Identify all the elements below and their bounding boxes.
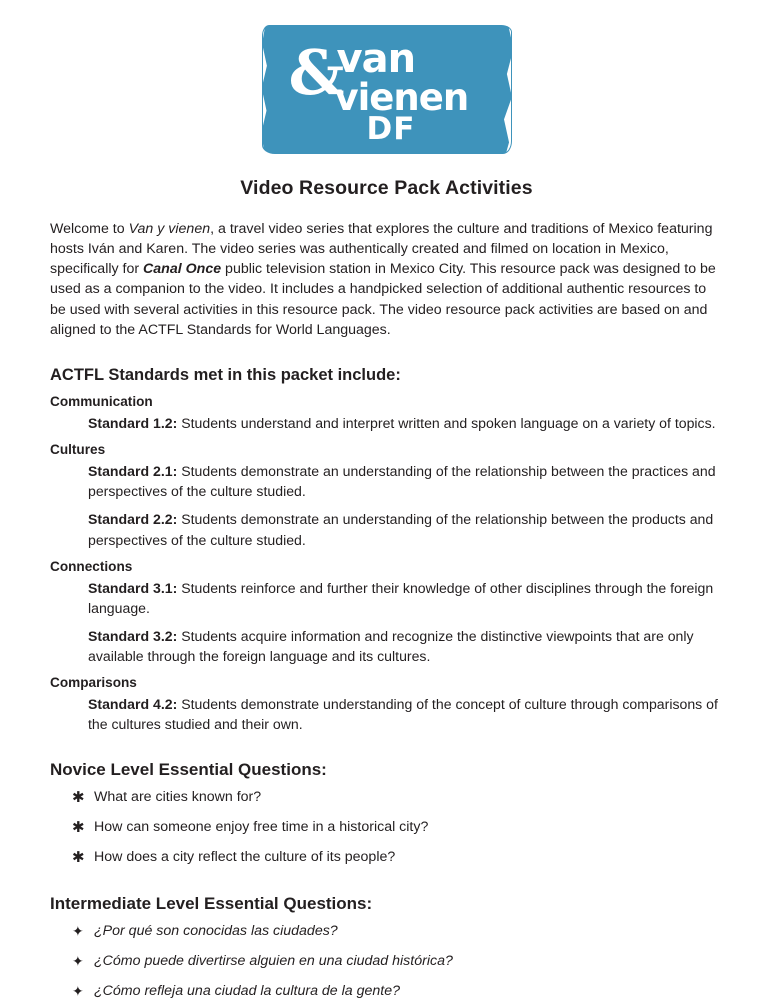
- list-item: [72, 922, 727, 942]
- intro-part-1: Welcome to: [50, 221, 129, 237]
- page-title: Video Resource Pack Activities: [240, 177, 533, 199]
- list-item: [72, 848, 727, 868]
- intro-part-3: public television station in Mexico City. This resource pack was designed to be used as a companion to the video. It includes a handpicked selection of additional authentic resources to be used with several activities in this resource pack. The video resource pack activities are based on and aligned to the ACTFL Standards for World Languages.: [50, 261, 716, 338]
- asterisk-bullet-icon: ✱: [72, 789, 85, 807]
- list-item: [72, 952, 727, 972]
- intermediate-questions-list: [72, 922, 727, 1002]
- logo-line-van: van: [336, 36, 416, 82]
- standards-category-connections: Connections: [50, 558, 133, 574]
- van-y-vienen-df-logo: [263, 26, 511, 153]
- series-name: Van y vienen: [128, 221, 211, 237]
- list-item: [72, 788, 727, 808]
- standard-label: Standard 3.2:: [88, 627, 178, 644]
- standards-category-cultures: Cultures: [50, 442, 106, 458]
- diamond-bullet-icon: ✦: [72, 923, 84, 940]
- standard-item: [88, 626, 721, 666]
- standard-label: Standard 4.2:: [88, 696, 178, 713]
- standard-text: Students acquire information and recognize the distinctive viewpoints that are only available through the foreign language and its cultures.: [88, 627, 694, 665]
- novice-questions-list: [72, 788, 727, 868]
- question-text: How does a city reflect the culture of its people?: [94, 849, 396, 866]
- standard-label: Standard 2.2:: [88, 511, 178, 528]
- station-name: Canal Once: [143, 261, 222, 278]
- logo-container: [46, 0, 727, 153]
- intro-part-2: , a travel video series that explores the culture and traditions of Mexico featuring hosts Iván and Karen. The video series was authentically created and filmed on location in Mexico, specifically for: [50, 221, 713, 278]
- question-text: How can someone enjoy free time in a historical city?: [94, 819, 429, 836]
- standard-text: Students understand and interpret written and spoken language on a variety of topics.: [177, 414, 716, 431]
- standard-item: [88, 413, 721, 433]
- standard-item: [88, 578, 721, 618]
- standards-heading: ACTFL Standards met in this packet include:: [50, 365, 401, 384]
- logo-line-df: DF: [366, 111, 416, 147]
- list-item: [72, 982, 727, 1002]
- standard-text: Students demonstrate an understanding of the relationship between the products and perspectives of the culture studied.: [88, 511, 714, 548]
- standard-label: Standard 1.2:: [88, 414, 178, 431]
- logo-text-group: [263, 26, 511, 153]
- question-text: ¿Por qué son conocidas las ciudades?: [94, 923, 338, 940]
- standard-text: Students demonstrate an understanding of the relationship between the practices and perspectives of the culture studied.: [88, 463, 716, 500]
- standards-category-communication: Communication: [50, 393, 153, 409]
- standard-text: Students reinforce and further their knowledge of other disciplines through the foreign language.: [88, 579, 714, 616]
- intermediate-questions-heading: Intermediate Level Essential Questions:: [50, 894, 373, 914]
- standard-label: Standard 3.1:: [88, 579, 178, 596]
- diamond-bullet-icon: ✦: [72, 952, 84, 969]
- list-item: [72, 818, 727, 838]
- diamond-bullet-icon: ✦: [72, 982, 84, 999]
- question-text: ¿Cómo refleja una ciudad la cultura de la gente?: [94, 982, 401, 999]
- asterisk-bullet-icon: ✱: [72, 819, 85, 837]
- standards-category-comparisons: Comparisons: [50, 675, 137, 691]
- asterisk-bullet-icon: ✱: [72, 849, 85, 867]
- intro-paragraph: [50, 219, 723, 340]
- logo-line-vienen: vienen: [334, 76, 469, 119]
- question-text: ¿Cómo puede divertirse alguien en una ciudad histórica?: [94, 952, 453, 969]
- novice-questions-heading: Novice Level Essential Questions:: [50, 760, 327, 780]
- standard-item: [88, 461, 721, 501]
- question-text: What are cities known for?: [94, 789, 262, 806]
- standard-label: Standard 2.1:: [88, 463, 178, 480]
- standard-item: [88, 509, 721, 549]
- standard-text: Students demonstrate understanding of the concept of culture through comparisons of the cultures studied and their own.: [88, 696, 718, 733]
- standard-item: [88, 694, 721, 734]
- logo-ampersand: &: [288, 36, 345, 109]
